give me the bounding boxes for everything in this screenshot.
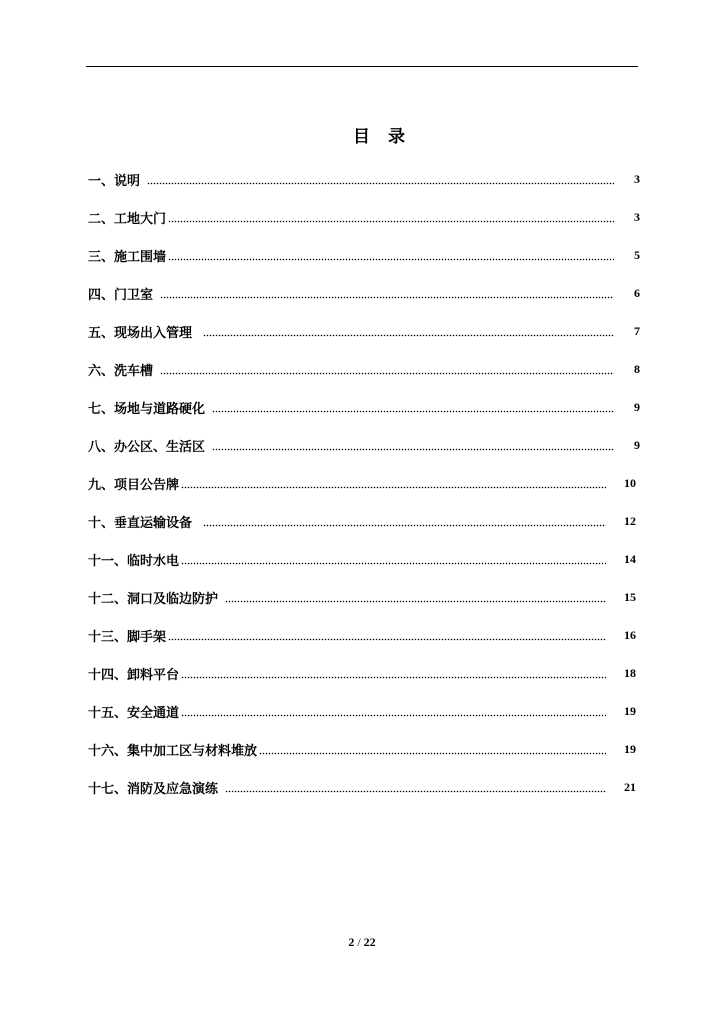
toc-entry-page: 3	[634, 171, 640, 186]
toc-entry-page: 19	[624, 741, 636, 756]
toc-entry-label: 十一、临时水电	[88, 553, 180, 569]
toc-entry[interactable]	[88, 198, 640, 236]
toc-entry[interactable]	[88, 312, 640, 350]
toc-entry-label: 十二、洞口及临边防护	[88, 591, 223, 607]
toc-entry-label: 十五、安全通道	[88, 705, 180, 721]
toc-entry-page: 19	[624, 703, 636, 718]
toc-entry-page: 6	[634, 285, 640, 300]
toc-entry-page: 12	[624, 513, 636, 528]
dot-leader	[181, 704, 606, 718]
toc-title: 目 录	[353, 127, 411, 147]
toc-entry[interactable]	[88, 578, 640, 616]
toc-entry[interactable]	[88, 540, 640, 578]
header-rule	[86, 66, 638, 67]
toc-entry-label: 六、洗车槽	[88, 363, 158, 379]
toc-entry[interactable]	[88, 616, 640, 654]
dot-leader	[212, 438, 614, 452]
toc-entry-label: 八、办公区、生活区	[88, 439, 210, 455]
dot-leader	[147, 172, 614, 186]
dot-leader	[259, 742, 606, 756]
toc-entry-label: 十六、集中加工区与材料堆放	[88, 743, 258, 759]
dot-leader	[225, 780, 606, 794]
dot-leader	[212, 400, 614, 414]
dot-leader	[181, 476, 606, 490]
toc-entry-label: 二、工地大门	[88, 211, 167, 227]
toc-entry[interactable]	[88, 768, 640, 806]
toc-entry-page: 10	[624, 475, 636, 490]
toc-entry-page: 14	[624, 551, 636, 566]
toc-entry-label: 三、施工围墙	[88, 249, 167, 265]
page-separator: /	[357, 935, 361, 949]
dot-leader	[168, 248, 614, 262]
dot-leader	[181, 666, 606, 680]
toc-entry-page: 16	[624, 627, 636, 642]
dot-leader	[168, 628, 606, 642]
toc-entry-label: 七、场地与道路硬化	[88, 401, 210, 417]
toc-entry[interactable]	[88, 350, 640, 388]
toc-entry-label: 一、说明	[88, 173, 145, 189]
toc-entry-label: 九、项目公告牌	[88, 477, 180, 493]
toc-entry[interactable]	[88, 502, 640, 540]
dot-leader	[168, 210, 614, 224]
page-number	[0, 935, 724, 950]
toc-entry-label: 十、垂直运输设备	[88, 515, 202, 531]
toc-entry[interactable]	[88, 388, 640, 426]
dot-leader	[181, 552, 606, 566]
dot-leader	[160, 362, 614, 376]
dot-leader	[203, 514, 606, 528]
toc-entry-page: 9	[634, 437, 640, 452]
toc-entry-label: 十七、消防及应急演练	[88, 781, 223, 797]
toc-entry-page: 5	[634, 247, 640, 262]
toc-entry-page: 21	[624, 779, 636, 794]
dot-leader	[225, 590, 606, 604]
dot-leader	[160, 286, 614, 300]
toc-entry[interactable]	[88, 654, 640, 692]
toc-entry-label: 四、门卫室	[88, 287, 158, 303]
toc-entry[interactable]	[88, 160, 640, 198]
toc-entry-page: 3	[634, 209, 640, 224]
toc-entry-label: 十四、卸料平台	[88, 667, 180, 683]
toc-entry-label: 五、现场出入管理	[88, 325, 202, 341]
toc-entry[interactable]	[88, 464, 640, 502]
toc-entry[interactable]	[88, 426, 640, 464]
total-pages: 22	[363, 935, 376, 949]
toc-entry[interactable]	[88, 236, 640, 274]
current-page: 2	[348, 935, 355, 949]
toc-entry-page: 8	[634, 361, 640, 376]
toc-entry[interactable]	[88, 274, 640, 312]
toc-entry-page: 15	[624, 589, 636, 604]
toc-entry-page: 7	[634, 323, 640, 338]
toc-entry-page: 9	[634, 399, 640, 414]
toc-entry[interactable]	[88, 692, 640, 730]
toc-entry-page: 18	[624, 665, 636, 680]
toc-entry[interactable]	[88, 730, 640, 768]
dot-leader	[203, 324, 614, 338]
table-of-contents	[88, 160, 640, 806]
toc-entry-label: 十三、脚手架	[88, 629, 167, 645]
